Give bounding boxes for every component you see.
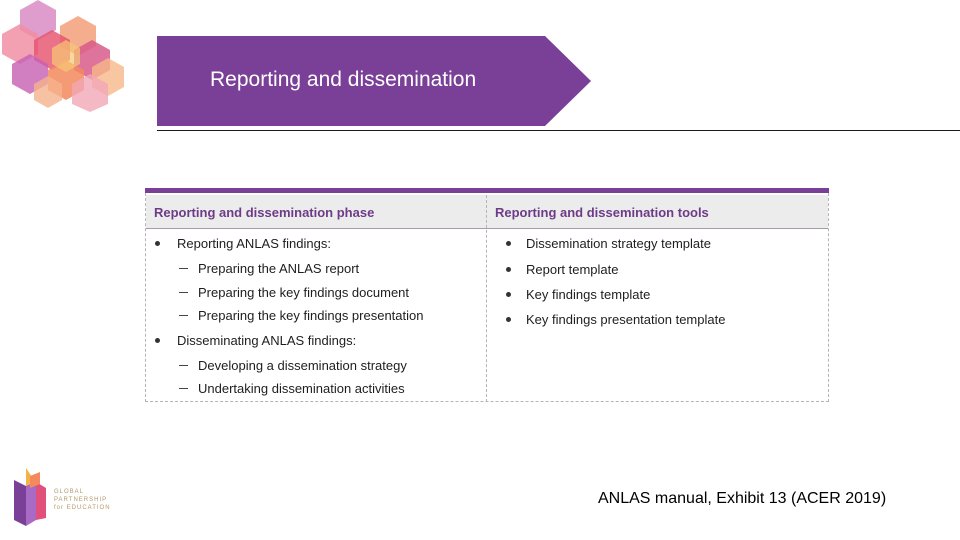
slide-title: Reporting and dissemination: [210, 68, 477, 91]
tool-item: Report template: [526, 262, 619, 277]
bullet-icon: [155, 241, 160, 246]
tool-item: Key findings presentation template: [526, 312, 726, 327]
dash-icon: [179, 315, 188, 316]
gpe-logo-text: GLOBAL: [54, 489, 85, 495]
bullet-icon: [506, 267, 511, 272]
phase-subitem: Undertaking dissemination activities: [198, 381, 405, 396]
dash-icon: [179, 365, 188, 366]
bullet-icon: [506, 241, 511, 246]
table-top-bar: [145, 188, 829, 193]
phase-subitem: Developing a dissemination strategy: [198, 358, 407, 373]
gpe-logo-text: for EDUCATION: [54, 505, 111, 511]
dash-icon: [179, 268, 188, 269]
phase-subitem: Preparing the ANLAS report: [198, 261, 360, 276]
gpe-logo-text: PARTNERSHIP: [54, 497, 108, 503]
column-divider: [486, 195, 487, 402]
source-citation: ANLAS manual, Exhibit 13 (ACER 2019): [598, 490, 887, 507]
bullet-icon: [506, 317, 511, 322]
phase-item-reporting: Reporting ANLAS findings:: [177, 236, 331, 251]
tool-item: Dissemination strategy template: [526, 236, 711, 251]
dash-icon: [179, 292, 188, 293]
dash-icon: [179, 388, 188, 389]
tool-item: Key findings template: [526, 287, 651, 302]
bullet-icon: [155, 338, 160, 343]
column-header-tools: Reporting and dissemination tools: [495, 205, 709, 220]
column-header-phase: Reporting and dissemination phase: [154, 205, 375, 220]
bullet-icon: [506, 292, 511, 297]
phase-item-disseminating: Disseminating ANLAS findings:: [177, 333, 357, 348]
exhibit-table: [145, 188, 829, 402]
phase-subitem: Preparing the key findings document: [198, 285, 410, 300]
hexagon-cluster-logo: [0, 0, 130, 112]
phase-subitem: Preparing the key findings presentation: [198, 308, 424, 323]
title-underline: [157, 130, 960, 131]
